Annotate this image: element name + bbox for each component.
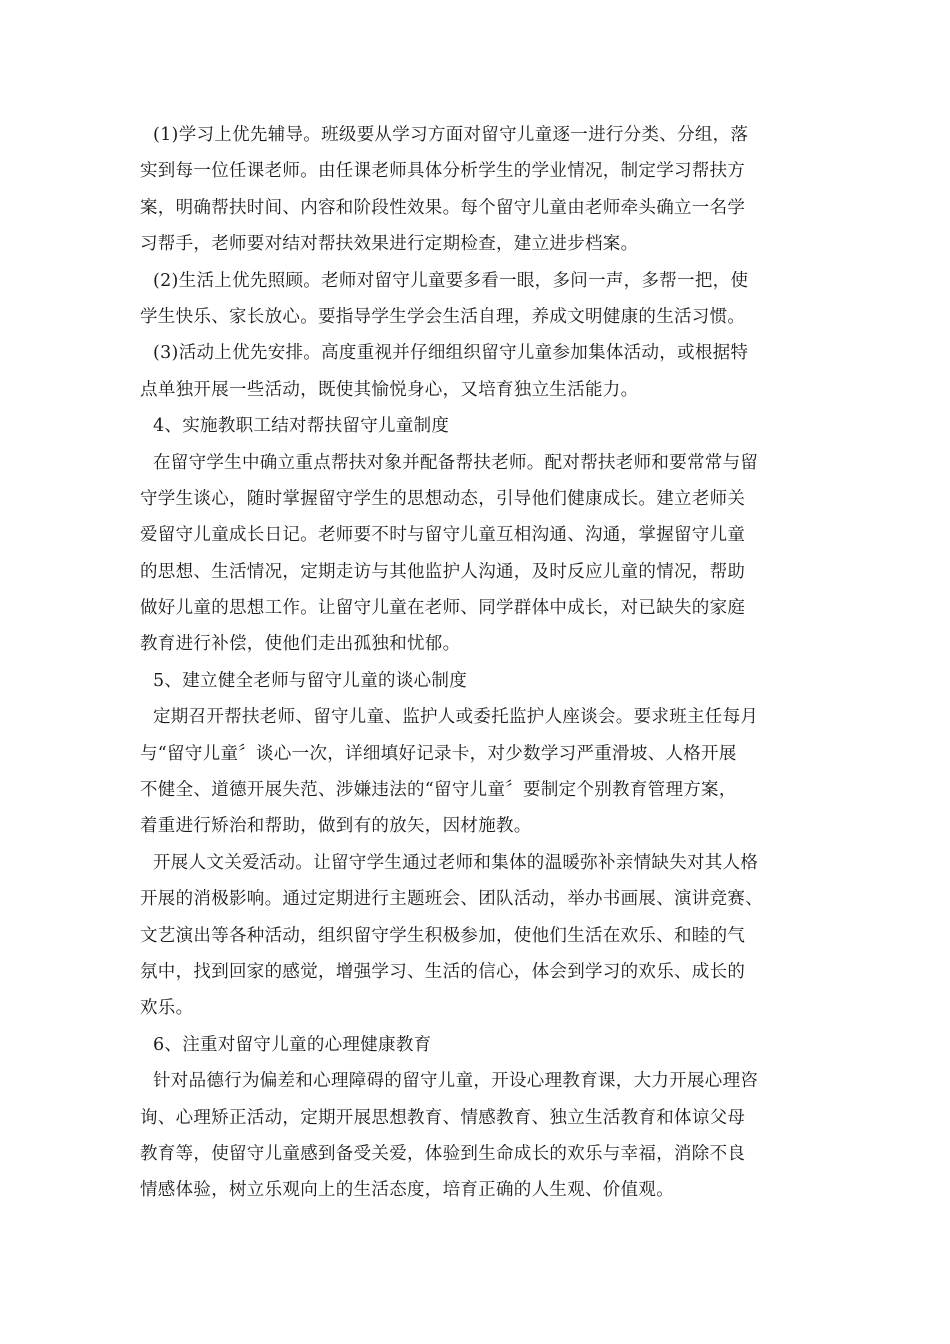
paragraph-line: (3)活动上优先安排。高度重视并仔细组织留守儿童参加集体活动，或根据特 (153, 343, 749, 364)
section-heading: 6、注重对留守儿童的心理健康教育 (153, 1034, 432, 1055)
paragraph-line: 案，明确帮扶时间、内容和阶段性效果。每个留守儿童由老师牵头确立一名学 (140, 197, 746, 218)
paragraph-line: 着重进行矫治和帮助，做到有的放矢，因材施教。 (140, 816, 532, 837)
paragraph-line: 不健全、道德开展失范、涉嫌违法的“留守儿童〞要制定个别教育管理方案， (140, 780, 737, 801)
paragraph-line: 爱留守儿童成长日记。老师要不时与留守儿童互相沟通、沟通，掌握留守儿童 (140, 525, 746, 546)
paragraph-line: 点单独开展一些活动，既使其愉悦身心，又培育独立生活能力。 (140, 379, 639, 400)
paragraph-line: 做好儿童的思想工作。让留守儿童在老师、同学群体中成长，对已缺失的家庭 (140, 598, 746, 619)
document-body (140, 117, 820, 1209)
paragraph-line: 定期召开帮扶老师、留守儿童、监护人或委托监护人座谈会。要求班主任每月 (153, 707, 759, 728)
paragraph-line: (2)生活上优先照顾。老师对留守儿童要多看一眼，多问一声，多帮一把，使 (153, 270, 749, 291)
paragraph-line: 开展人文关爱活动。让留守学生通过老师和集体的温暖弥补亲情缺失对其人格 (153, 852, 759, 873)
paragraph-line: 情感体验，树立乐观向上的生活态度，培育正确的人生观、价值观。 (140, 1180, 674, 1201)
paragraph-line: 氛中，找到回家的感觉，增强学习、生活的信心，体会到学习的欢乐、成长的 (140, 961, 746, 982)
paragraph-line: 在留守学生中确立重点帮扶对象并配备帮扶老师。配对帮扶老师和要常常与留 (153, 452, 759, 473)
paragraph-line: 教育进行补偿，使他们走出孤独和忧郁。 (140, 634, 461, 655)
paragraph-line: 欢乐。 (140, 998, 194, 1019)
paragraph-line: 与“留守儿童〞谈心一次，详细填好记录卡，对少数学习严重滑坡、人格开展 (140, 743, 737, 764)
paragraph-line: 守学生谈心，随时掌握留守学生的思想动态，引导他们健康成长。建立老师关 (140, 488, 746, 509)
section-heading: 5、建立健全老师与留守儿童的谈心制度 (153, 670, 468, 691)
paragraph-line: 的思想、生活情况，定期走访与其他监护人沟通，及时反应儿童的情况，帮助 (140, 561, 746, 582)
paragraph-line: 教育等，使留守儿童感到备受关爱，体验到生命成长的欢乐与幸福，消除不良 (140, 1143, 746, 1164)
paragraph-line: 习帮手，老师要对结对帮扶效果进行定期检查，建立进步档案。 (140, 234, 639, 255)
paragraph-line: 询、心理矫正活动，定期开展思想教育、情感教育、独立生活教育和体谅父母 (140, 1107, 746, 1128)
section-heading: 4、实施教职工结对帮扶留守儿童制度 (153, 416, 450, 437)
paragraph-line: 文艺演出等各种活动，组织留守学生积极参加，使他们生活在欢乐、和睦的气 (140, 925, 746, 946)
paragraph-line: (1)学习上优先辅导。班级要从学习方面对留守儿童逐一进行分类、分组，落 (153, 125, 749, 145)
paragraph-line: 学生快乐、家长放心。要指导学生学会生活自理，养成文明健康的生活习惯。 (140, 306, 746, 327)
paragraph-line: 针对品德行为偏差和心理障碍的留守儿童，开设心理教育课，大力开展心理咨 (153, 1071, 759, 1092)
paragraph-line: 实到每一位任课老师。由任课老师具体分析学生的学业情况，制定学习帮扶方 (140, 161, 746, 182)
paragraph-line: 开展的消极影响。通过定期进行主题班会、团队活动，举办书画展、演讲竞赛、 (140, 889, 763, 910)
